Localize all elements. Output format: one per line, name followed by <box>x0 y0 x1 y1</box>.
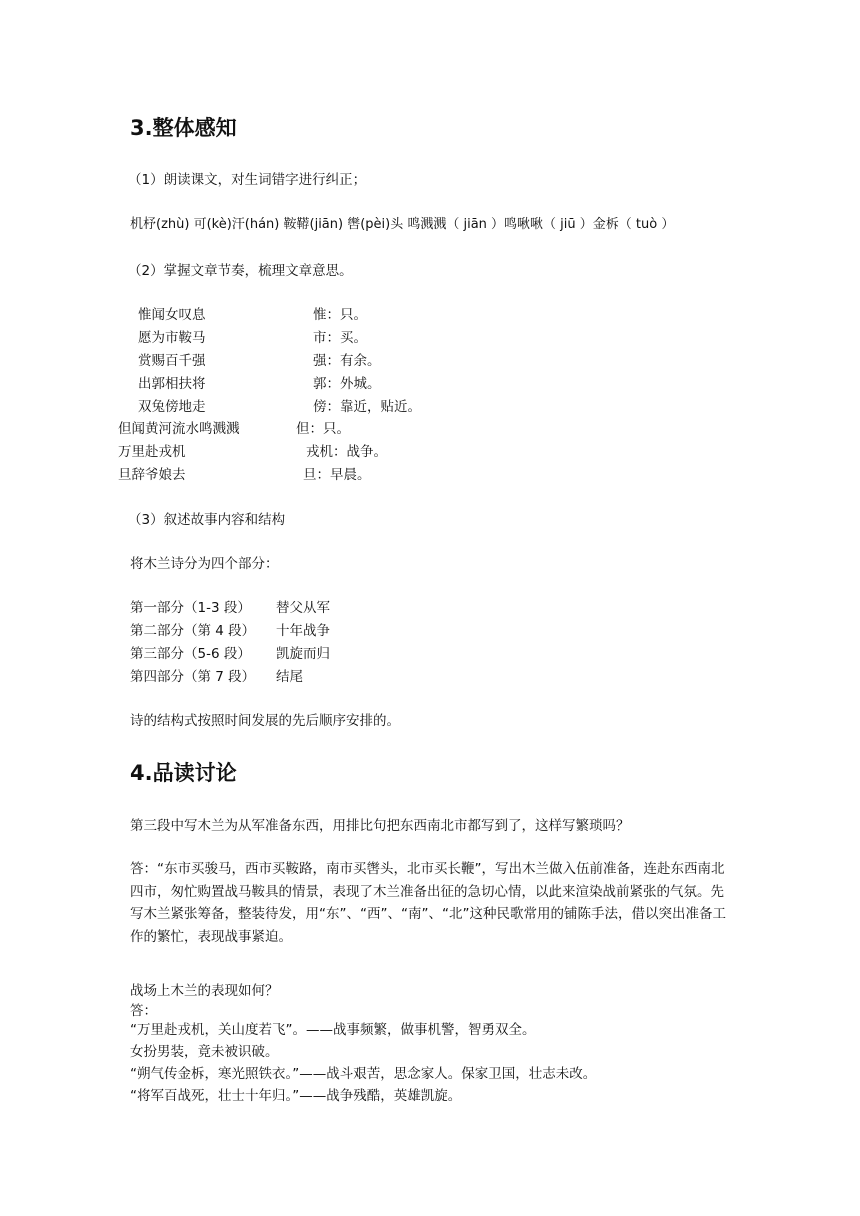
glossary-note: 市：买。 <box>313 330 367 346</box>
glossary-phrase: 万里赴戎机 <box>118 444 186 460</box>
part-desc: 替父从军 <box>276 600 330 616</box>
glossary-phrase: 双兔傍地走 <box>138 399 206 415</box>
part-label: 第一部分（1-3 段） <box>130 600 251 616</box>
part-desc: 凯旋而归 <box>276 646 330 662</box>
part-desc: 结尾 <box>276 669 303 685</box>
answer-2-label: 答： <box>130 1003 157 1019</box>
glossary-phrase: 但闻黄河流水鸣溅溅 <box>118 421 240 437</box>
glossary-phrase: 愿为市鞍马 <box>138 330 206 346</box>
question-2: 战场上木兰的表现如何？ <box>130 983 279 999</box>
glossary-note: 郭：外城。 <box>313 376 381 392</box>
glossary-phrase: 惟闻女叹息 <box>138 307 206 323</box>
glossary-note: 戎机：战争。 <box>306 444 387 460</box>
question-1: 第三段中写木兰为从军准备东西，用排比句把东西南北市都写到了，这样写繁琐吗？ <box>130 818 630 834</box>
glossary-note: 傍：靠近，贴近。 <box>313 399 421 415</box>
section-4-heading: 4.品读讨论 <box>130 761 237 785</box>
part-label: 第四部分（第 7 段） <box>130 669 256 685</box>
structure-note: 诗的结构式按照时间发展的先后顺序安排的。 <box>130 713 400 729</box>
answer-2-line: “将军百战死，壮士十年归。”——战争残酷，英雄凯旋。 <box>130 1088 462 1104</box>
step-2-text: （2）掌握文章节奏，梳理文章意思。 <box>128 263 353 279</box>
part-label: 第二部分（第 4 段） <box>130 623 256 639</box>
glossary-note: 惟：只。 <box>313 307 367 323</box>
glossary-phrase: 赏赐百千强 <box>138 353 206 369</box>
step-3-text: （3）叙述故事内容和结构 <box>128 512 286 528</box>
answer-2-line: “朔气传金柝，寒光照铁衣。”——战斗艰苦，思念家人。保家卫国，壮志未改。 <box>130 1066 597 1082</box>
part-desc: 十年战争 <box>276 623 330 639</box>
answer-2-line: 女扮男装，竟未被识破。 <box>130 1044 279 1060</box>
answer-2-line: “万里赴戎机，关山度若飞”。——战事频繁，做事机警，智勇双全。 <box>130 1022 536 1038</box>
step-1-text: （1）朗读课文，对生词错字进行纠正； <box>128 172 367 188</box>
pinyin-line: 机杼(zhù) 可(kè)汗(hán) 鞍鞯(jiān) 辔(pèi)头 鸣溅溅（ jiān ）鸣啾啾（ jiū ）金柝（ tuò ） <box>130 217 675 232</box>
glossary-note: 强：有余。 <box>313 353 381 369</box>
part-label: 第三部分（5-6 段） <box>130 646 251 662</box>
glossary-phrase: 旦辞爷娘去 <box>118 467 186 483</box>
glossary-note: 旦：早晨。 <box>303 467 371 483</box>
glossary-note: 但：只。 <box>296 421 350 437</box>
glossary-phrase: 出郭相扶将 <box>138 376 206 392</box>
section-3-heading: 3.整体感知 <box>130 116 237 140</box>
parts-intro: 将木兰诗分为四个部分： <box>130 556 279 572</box>
answer-1: 答：“东市买骏马，西市买鞍路，南市买辔头，北市买长鞭”，写出木兰做入伍前准备，连赴东西南北四市，匆忙购置战马鞍具的情景，表现了木兰准备出征的急切心情，以此来渲染战前紧张的气氛。先写木兰紧张筹备，整装待发，用“东”、“西”、“南”、“北”这种民歌常用的铺陈手法，借以突出准备工作的繁忙，表现战事紧迫。 <box>130 861 726 945</box>
